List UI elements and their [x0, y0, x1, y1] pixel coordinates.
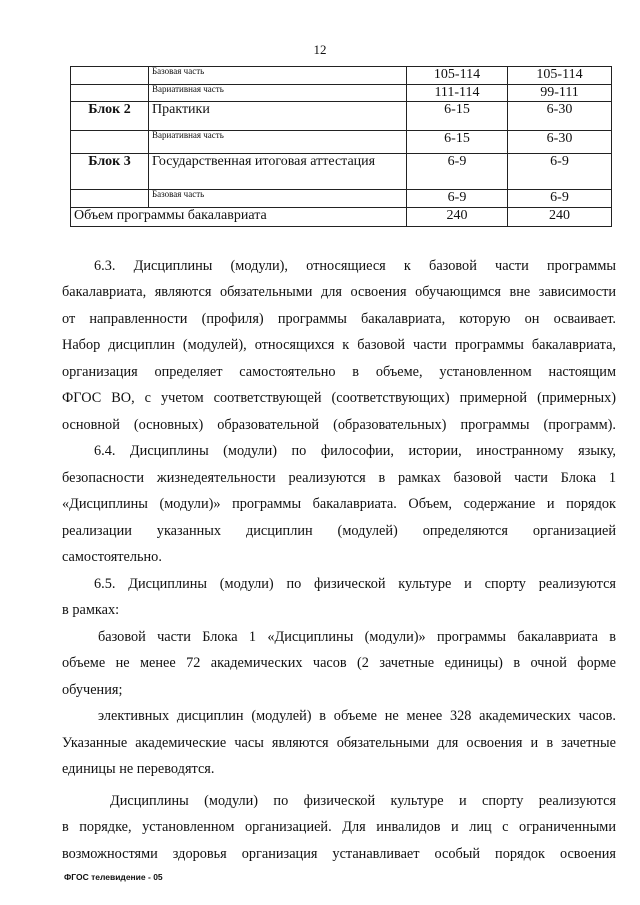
text-line: в порядке, установленном организацией. Для инвалидов и лиц с ограниченными [62, 819, 616, 835]
text-line: бакалавриата, являются обязательными для освоения обучающимся вне зависимости [62, 284, 616, 300]
text-line: «Дисциплины (модули)» программы бакалавриата. Объем, содержание и порядок [62, 496, 616, 512]
table-row [71, 131, 612, 154]
text-line: единицы не переводятся. [62, 761, 215, 777]
table-value-cell: 6-30 [508, 131, 612, 154]
text-line: безопасности жизнедеятельности реализуются в рамках базовой части Блока 1 [62, 470, 616, 486]
table-total-value: 240 [407, 208, 508, 227]
table-total-value: 240 [508, 208, 612, 227]
table-row [71, 154, 612, 190]
text-line: реализации указанных дисциплин (модулей) определяются организацией [62, 523, 616, 539]
table-block-cell: Блок 3 [71, 154, 149, 190]
table-part-name: Практики [149, 102, 407, 131]
table-value-cell: 6-9 [508, 190, 612, 208]
table-block-cell: Блок 2 [71, 102, 149, 131]
text-line: объеме не менее 72 академических часов (2 зачетные единицы) в очной форме [62, 655, 616, 671]
footer-label: ФГОС телевидение - 05 [64, 872, 163, 882]
table-row [71, 190, 612, 208]
text-line: 6.5. Дисциплины (модули) по физической культуре и спорту реализуются [94, 576, 616, 592]
table-value-cell: 105-114 [508, 67, 612, 85]
text-line: от направленности (профиля) программы бакалавриата, которую он осваивает. [62, 311, 616, 327]
table-row [71, 85, 612, 102]
text-line: в рамках: [62, 602, 120, 618]
text-line: Указанные академические часы являются обязательными для освоения и в зачетные [62, 735, 616, 751]
text-line: Дисциплины (модули) по физической культуре и спорту реализуются [110, 793, 616, 809]
text-line: Набор дисциплин (модулей), относящихся к базовой части программы бакалавриата, [62, 337, 616, 353]
table-value-cell: 6-15 [407, 102, 508, 131]
text-line: ФГОС ВО, с учетом соответствующей (соответствующих) примерной (примерных) [62, 390, 616, 406]
table-row [71, 67, 612, 85]
table-value-cell: 6-9 [407, 154, 508, 190]
credits-table [70, 66, 612, 227]
table-value-cell: 6-15 [407, 131, 508, 154]
table-part-name: Базовая часть [149, 67, 407, 85]
table-value-cell: 105-114 [407, 67, 508, 85]
table-total-row [71, 208, 612, 227]
text-line: обучения; [62, 682, 123, 698]
text-line: базовой части Блока 1 «Дисциплины (модули)» программы бакалавриата в [98, 629, 616, 645]
table-value-cell: 99-111 [508, 85, 612, 102]
table-block-cell [71, 67, 149, 85]
text-line: элективных дисциплин (модулей) в объеме не менее 328 академических часов. [98, 708, 616, 724]
text-line: основной (основных) образовательной (образовательных) программы (программ). [62, 417, 616, 433]
table-total-label: Объем программы бакалавриата [71, 208, 407, 227]
table-part-name: Вариативная часть [149, 131, 407, 154]
table-row [71, 102, 612, 131]
table-value-cell: 6-30 [508, 102, 612, 131]
table-value-cell: 6-9 [508, 154, 612, 190]
text-line: 6.3. Дисциплины (модули), относящиеся к базовой части программы [94, 258, 616, 274]
text-line: организация определяет самостоятельно в объеме, установленном настоящим [62, 364, 616, 380]
table-part-name: Государственная итоговая аттестация [149, 154, 407, 190]
text-line: возможностями здоровья организация устанавливает особый порядок освоения [62, 846, 616, 862]
table-value-cell: 111-114 [407, 85, 508, 102]
text-line: самостоятельно. [62, 549, 162, 565]
table-part-name: Базовая часть [149, 190, 407, 208]
table-value-cell: 6-9 [407, 190, 508, 208]
text-line: 6.4. Дисциплины (модули) по философии, истории, иностранному языку, [94, 443, 616, 459]
table-block-cell [71, 190, 149, 208]
table-block-cell [71, 131, 149, 154]
table-block-cell [71, 85, 149, 102]
page-number: 12 [313, 42, 327, 57]
table-part-name: Вариативная часть [149, 85, 407, 102]
